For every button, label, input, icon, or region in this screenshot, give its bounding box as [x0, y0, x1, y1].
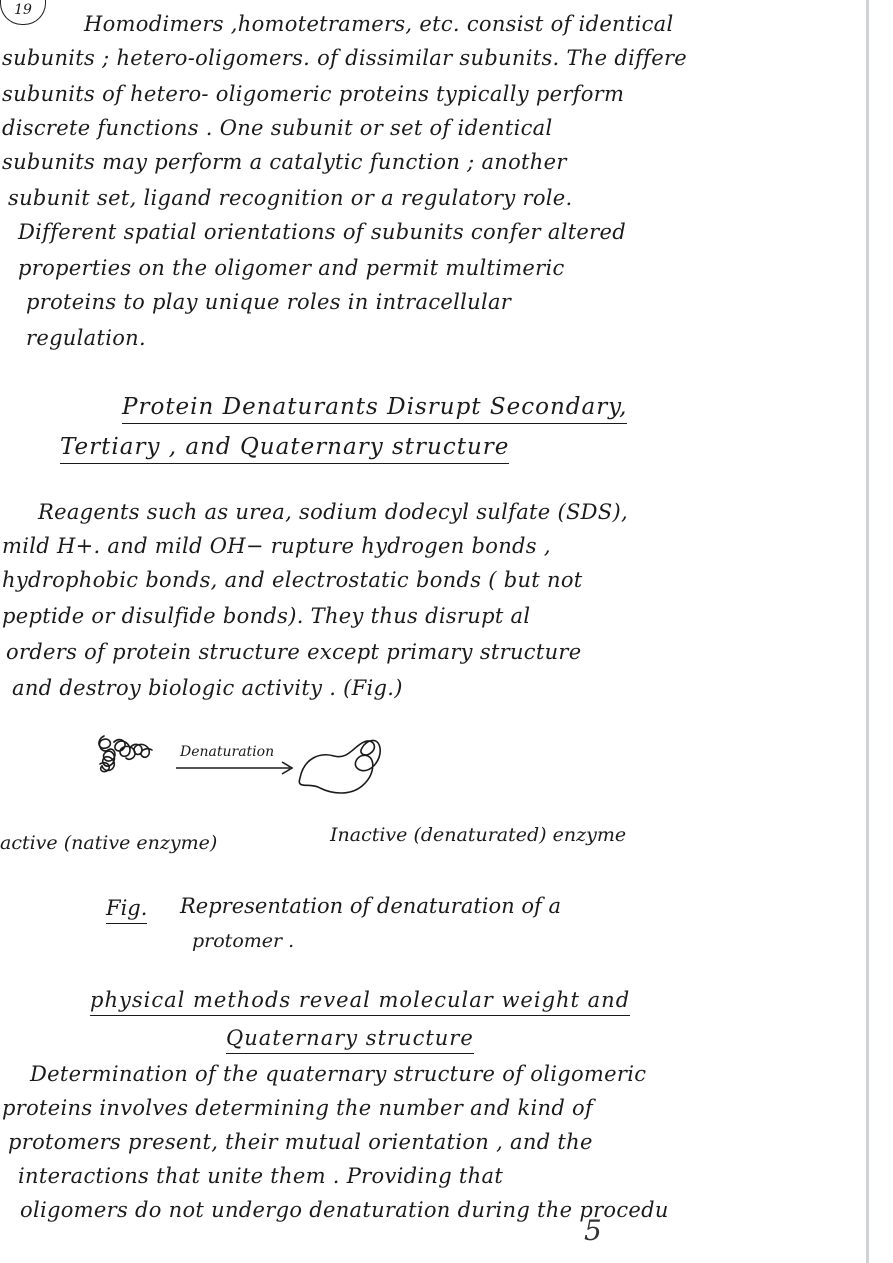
para3-line-1: Determination of the quaternary structure of oligomeric — [30, 1062, 647, 1086]
page-badge: 19 — [0, 0, 46, 25]
native-enzyme-label: active (native enzyme) — [0, 832, 218, 854]
para1-line-10: regulation. — [26, 326, 146, 350]
para3-line-3: protomers present, their mutual orientation , and the — [8, 1130, 593, 1154]
para3-line-2: proteins involves determining the number and kind of — [2, 1096, 594, 1120]
figure-caption-line-1: Representation of denaturation of a — [180, 894, 561, 918]
heading-underline-text: Quaternary structure — [226, 1026, 474, 1054]
figure-caption-prefix: Fig. — [106, 896, 147, 924]
page-edge-shadow — [866, 0, 869, 1263]
para2-line-3: hydrophobic bonds, and electrostatic bonds ( but not — [2, 568, 583, 592]
para2-line-4: peptide or disulfide bonds). They thus disrupt al — [2, 604, 531, 628]
para3-line-4: interactions that unite them . Providing that — [18, 1164, 504, 1188]
para1-line-2: subunits ; hetero-oligomers. of dissimilar subunits. The differe — [2, 46, 688, 70]
para1-line-9: proteins to play unique roles in intracellular — [26, 290, 512, 314]
para2-line-2: mild H+. and mild OH− rupture hydrogen bonds , — [2, 534, 551, 558]
para1-line-8: properties on the oligomer and permit multimeric — [18, 256, 565, 280]
denaturation-figure — [90, 728, 400, 808]
page-number: 5 — [584, 1214, 602, 1247]
denaturation-sketch — [90, 728, 400, 808]
para1-line-3: subunits of hetero- oligomeric proteins typically perform — [2, 82, 625, 106]
para1-line-7: Different spatial orientations of subunits confer altered — [18, 220, 626, 244]
heading-underline-text: Protein Denaturants Disrupt Secondary, — [122, 394, 627, 424]
para1-line-1: Homodimers ,homotetramers, etc. consist of identical — [84, 12, 674, 36]
para2-line-5: orders of protein structure except primary structure — [6, 640, 582, 664]
heading-underline-text: physical methods reveal molecular weight and — [90, 988, 630, 1016]
para2-line-6: and destroy biologic activity . (Fig.) — [12, 676, 403, 700]
para1-line-4: discrete functions . One subunit or set of identical — [2, 116, 553, 140]
denatured-enzyme-label: Inactive (denaturated) enzyme — [330, 824, 627, 846]
para3-line-5: oligomers do not undergo denaturation during the procedu — [20, 1198, 669, 1222]
section-heading-denaturants-line-1 — [122, 394, 627, 420]
para2-line-1: Reagents such as urea, sodium dodecyl sulfate (SDS), — [38, 500, 628, 524]
section-heading-physical-methods-line-2 — [226, 1026, 474, 1050]
denatured-protein-strand — [299, 740, 380, 793]
arrow-label: Denaturation — [180, 744, 275, 760]
para1-line-6: subunit set, ligand recognition or a regulatory role. — [8, 186, 573, 210]
heading-underline-text: Tertiary , and Quaternary structure — [60, 434, 509, 464]
section-heading-denaturants-line-2 — [60, 434, 509, 460]
para1-line-5: subunits may perform a catalytic function ; another — [2, 150, 567, 174]
figure-caption-line-2: protomer . — [192, 930, 295, 952]
native-protein-coil — [99, 736, 152, 772]
section-heading-physical-methods-line-1 — [90, 988, 630, 1012]
